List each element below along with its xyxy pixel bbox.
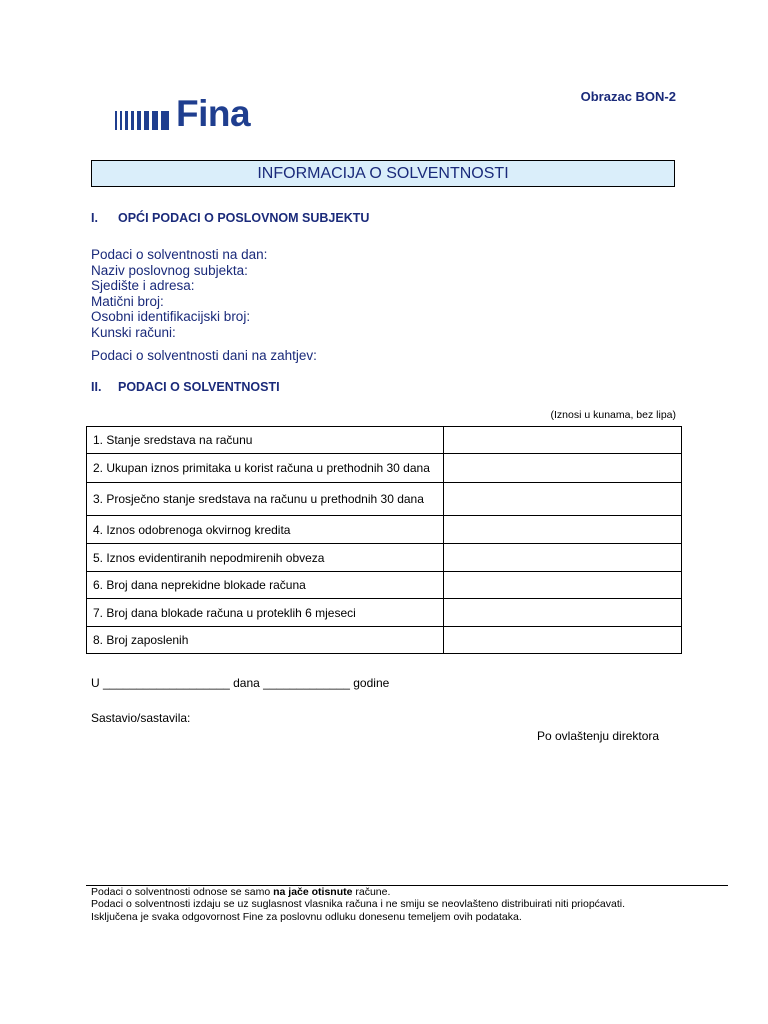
field-subject-name: Naziv poslovnog subjekta: [91,262,248,278]
field-solvency-date: Podaci o solventnosti na dan: [91,247,268,262]
row-value [443,454,681,483]
field-oib: Osobni identifikacijski broj: [91,309,251,325]
footer-line-3: Isključena je svaka odgovornost Fine za poslovnu odluku donesenu temeljem ovih podataka. [91,910,522,923]
authorized-signature-label: Po ovlaštenju direktora [537,729,660,743]
table-row [87,454,682,483]
form-code: Obrazac BON-2 [580,89,676,104]
row-label: 5. Iznos evidentiranih nepodmirenih obveza [87,544,444,572]
row-label: 3. Prosječno stanje sredstava na računu u prethodnih 30 dana [87,483,444,516]
logo-bars-icon [115,100,172,130]
document-title: INFORMACIJA O SOLVENTNOSTI [91,160,675,187]
solvency-table [86,426,682,654]
table-row [87,572,682,599]
table-row [87,516,682,544]
section-2-number: II. [91,380,102,394]
field-registration-number: Matični broj: [91,293,164,309]
section-1-number: I. [91,211,98,225]
footer-line-1-bold: na jače otisnute [273,886,353,898]
amount-note: (Iznosi u kunama, bez lipa) [550,409,676,421]
row-label: 2. Ukupan iznos primitaka u korist računa u prethodnih 30 dana [87,454,444,483]
row-value [443,516,681,544]
row-value [443,599,681,627]
row-label: 8. Broj zaposlenih [87,627,444,654]
row-value [443,483,681,516]
section-1-title: OPĆI PODACI O POSLOVNOM SUBJEKTU [118,211,370,225]
table-row [87,627,682,654]
table-row [87,427,682,454]
subject-field-list [91,247,267,341]
row-value [443,427,681,454]
place-date-line: U ___________________ dana _____________ godine [91,676,390,690]
footer-line-1-pre: Podaci o solventnosti odnose se samo [91,886,274,898]
composed-by-label: Sastavio/sastavila: [91,711,191,725]
footer-line-1-post: račune. [352,886,391,898]
table-row [87,544,682,572]
table-row [87,599,682,627]
footer-line-2: Podaci o solventnosti izdaju se uz suglasnost vlasnika računa i ne smiju se neovlašteno distribuirati niti priopćavati. [91,898,626,911]
row-value [443,572,681,599]
field-address: Sjedište i adresa: [91,278,195,294]
section-2-heading [91,380,280,394]
footer-line-1 [91,886,651,898]
row-value [443,544,681,572]
row-label: 7. Broj dana blokade računa u proteklih 6 mjeseci [87,599,444,627]
row-value [443,627,681,654]
fina-logo [115,93,251,134]
section-2-title: PODACI O SOLVENTNOSTI [118,380,280,394]
field-kuna-accounts: Kunski računi: [91,324,176,340]
row-label: 1. Stanje sredstava na računu [87,427,444,454]
row-label: 4. Iznos odobrenoga okvirnog kredita [87,516,444,544]
row-label: 6. Broj dana neprekidne blokade računa [87,572,444,599]
footer-notes [91,886,651,923]
table-row [87,483,682,516]
section-1-heading [91,211,369,225]
request-line: Podaci o solventnosti dani na zahtjev: [91,348,317,363]
logo-text: Fina [176,93,251,134]
